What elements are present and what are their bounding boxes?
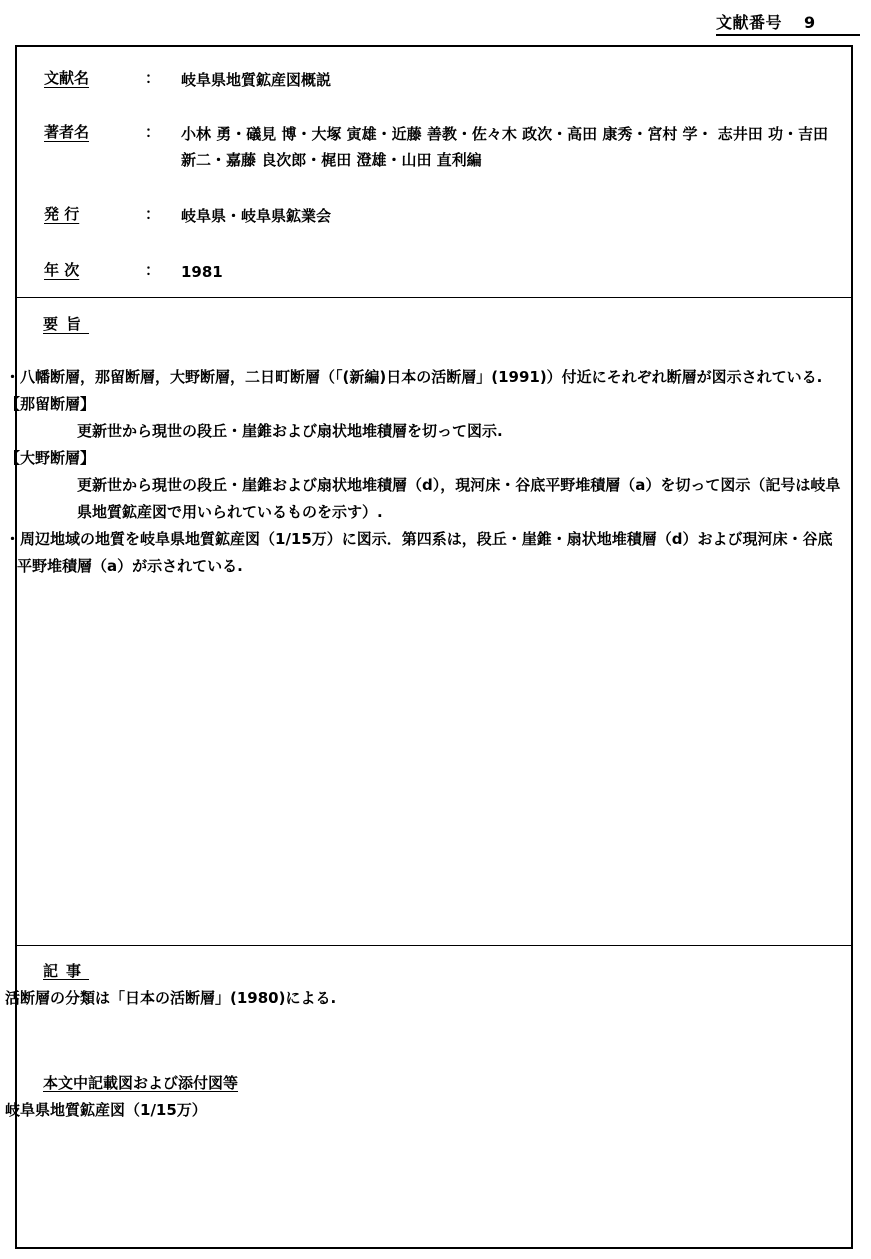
figures-title: 本文中記載図および添付図等 — [43, 1074, 239, 1092]
year-colon: ： — [145, 261, 161, 279]
summary-line: ・八幡断層，那留断層，大野断層，二日町断層（「(新編)日本の活断層」(1991)）付近にそれぞれ断層が図示されている. — [5, 368, 823, 386]
authors-value: 小林 勇・礒見 博・大塚 寅雄・近藤 善教・佐々木 政次・高田 康秀・宮村 学・ 志井田 功・吉田 新二・嘉藤 良次郎・梶田 澄雄・山田 直利編 — [181, 125, 829, 169]
article-title: 記事 — [43, 962, 90, 980]
summary-heading-naru: 【那留断層】 — [5, 395, 96, 413]
authors-colon: ： — [145, 123, 161, 141]
title-value: 岐阜県地質鉱産図概説 — [181, 71, 332, 89]
summary-section — [5, 298, 851, 946]
publisher-value: 岐阜県・岐阜県鉱業会 — [181, 207, 332, 225]
publisher-colon: ： — [145, 205, 161, 223]
year-label: 年 次 — [44, 261, 80, 279]
summary-line: 更新世から現世の段丘・崖錐および扇状地堆積層を切って図示. — [77, 422, 503, 440]
summary-text — [5, 364, 845, 580]
document-number-value: 9 — [804, 13, 816, 32]
title-colon: ： — [145, 69, 161, 87]
summary-title: 要旨 — [43, 315, 90, 333]
figures-text: 岐阜県地質鉱産図（1/15万） — [5, 1101, 207, 1119]
document-number-label: 文献番号 — [716, 13, 783, 32]
bibliography-section — [17, 47, 851, 298]
summary-heading-ono: 【大野断層】 — [5, 449, 96, 467]
year-value: 1981 — [181, 263, 223, 281]
document-frame — [5, 45, 853, 1249]
summary-line: 更新世から現世の段丘・崖錐および扇状地堆積層（d），現河床・谷底平野堆積層（a）を切って図示（記号は岐阜県地質鉱産図で用いられているものを示す）. — [77, 476, 841, 521]
article-text: 活断層の分類は「日本の活断層」(1980)による. — [5, 989, 337, 1007]
summary-line: ・周辺地域の地質を岐阜県地質鉱産図（1/15万）に図示．第四系は，段丘・崖錐・扇状地堆積層（d）および現河床・谷底平野堆積層（a）が示されている. — [5, 530, 833, 575]
document-number — [716, 10, 860, 36]
title-label: 文献名 — [44, 69, 90, 87]
authors-label: 著者名 — [44, 123, 90, 141]
article-section — [5, 945, 851, 1245]
publisher-label: 発 行 — [44, 205, 80, 223]
